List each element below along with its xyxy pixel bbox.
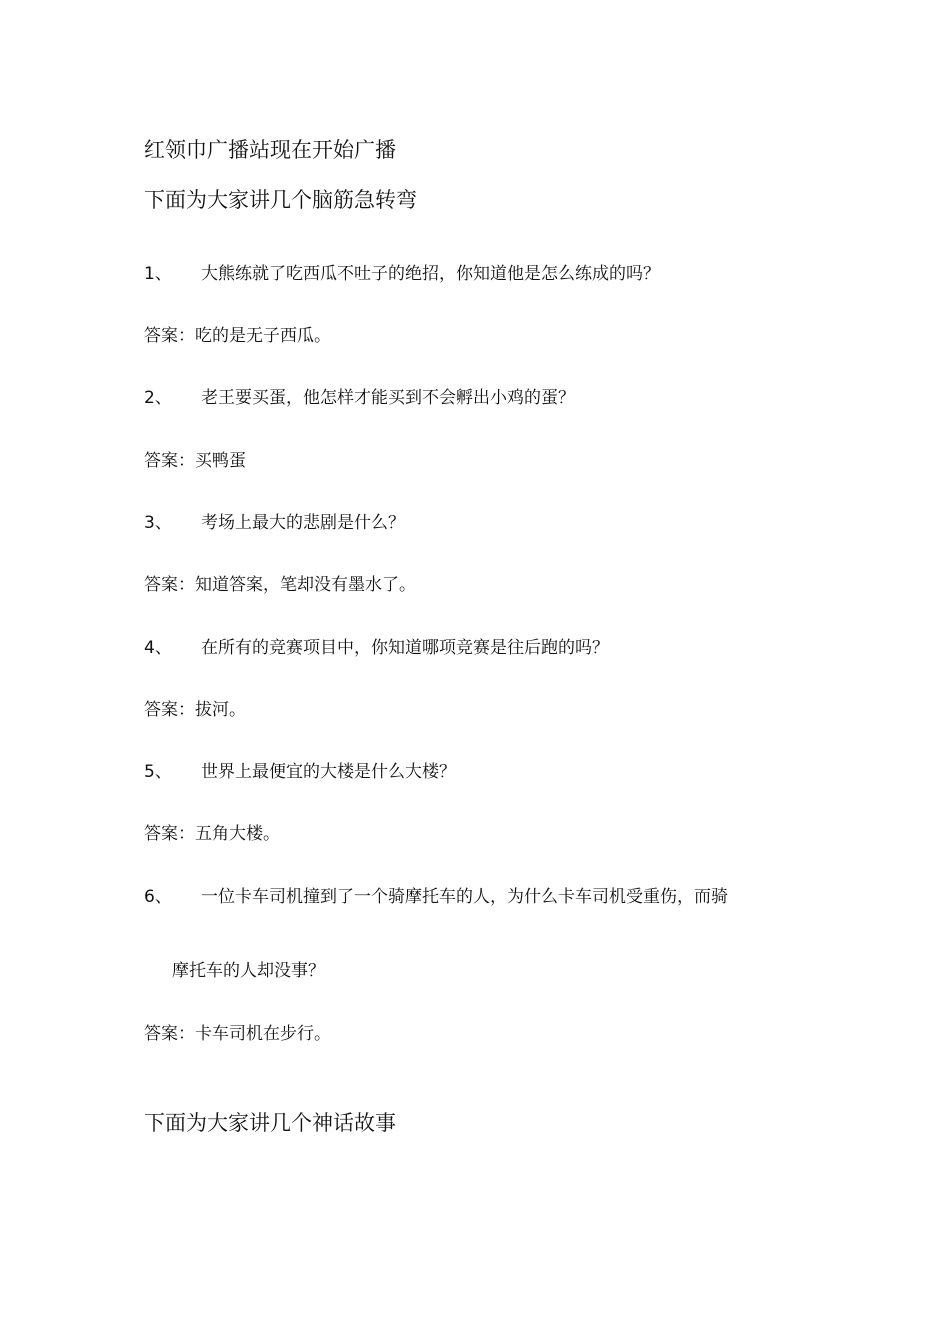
answer-prefix: 答案： (144, 326, 195, 346)
answer-prefix: 答案： (144, 451, 195, 471)
riddle-number: 2、 (144, 388, 172, 408)
riddles-section-heading: 下面为大家讲几个脑筋急转弯 (144, 188, 417, 212)
answer-prefix: 答案： (144, 1024, 195, 1044)
riddle-question-continuation: 摩托车的人却没事？ (172, 961, 325, 981)
riddle-answer (144, 324, 331, 348)
riddle-number: 6、 (144, 887, 172, 907)
riddle-number: 3、 (144, 513, 172, 533)
riddle-question (144, 262, 660, 286)
riddle-question (144, 386, 575, 410)
broadcast-opening-heading: 红领巾广播站现在开始广播 (144, 138, 396, 162)
riddle-question (144, 636, 609, 660)
riddle-answer-text: 五角大楼。 (195, 824, 280, 844)
riddle-question (144, 885, 728, 909)
riddle-question-text: 世界上最便宜的大楼是什么大楼？ (201, 762, 456, 782)
riddle-answer-text: 卡车司机在步行。 (195, 1024, 331, 1044)
riddle-answer (144, 573, 416, 597)
riddle-question (144, 511, 405, 535)
answer-prefix: 答案： (144, 575, 195, 595)
riddle-question-text: 在所有的竞赛项目中，你知道哪项竞赛是往后跑的吗？ (201, 638, 609, 658)
answer-prefix: 答案： (144, 824, 195, 844)
riddle-answer (144, 1022, 331, 1046)
riddle-question-text: 大熊练就了吃西瓜不吐子的绝招，你知道他是怎么练成的吗？ (201, 264, 660, 284)
answer-prefix: 答案： (144, 700, 195, 720)
riddle-answer (144, 822, 280, 846)
riddle-question-text: 一位卡车司机撞到了一个骑摩托车的人，为什么卡车司机受重伤，而骑 (201, 887, 728, 907)
riddle-number: 1、 (144, 264, 172, 284)
riddle-answer-text: 吃的是无子西瓜。 (195, 326, 331, 346)
riddle-question-text: 老王要买蛋，他怎样才能买到不会孵出小鸡的蛋？ (201, 388, 575, 408)
riddle-answer (144, 449, 246, 473)
riddle-answer-text: 拔河。 (195, 700, 246, 720)
riddle-answer-text: 买鸭蛋 (195, 451, 246, 471)
riddle-number: 4、 (144, 638, 172, 658)
riddle-answer-text: 知道答案，笔却没有墨水了。 (195, 575, 416, 595)
riddle-answer (144, 698, 246, 722)
riddle-number: 5、 (144, 762, 172, 782)
riddle-question-text: 考场上最大的悲剧是什么？ (201, 513, 405, 533)
myths-section-heading: 下面为大家讲几个神话故事 (144, 1111, 396, 1135)
riddle-question (144, 760, 456, 784)
